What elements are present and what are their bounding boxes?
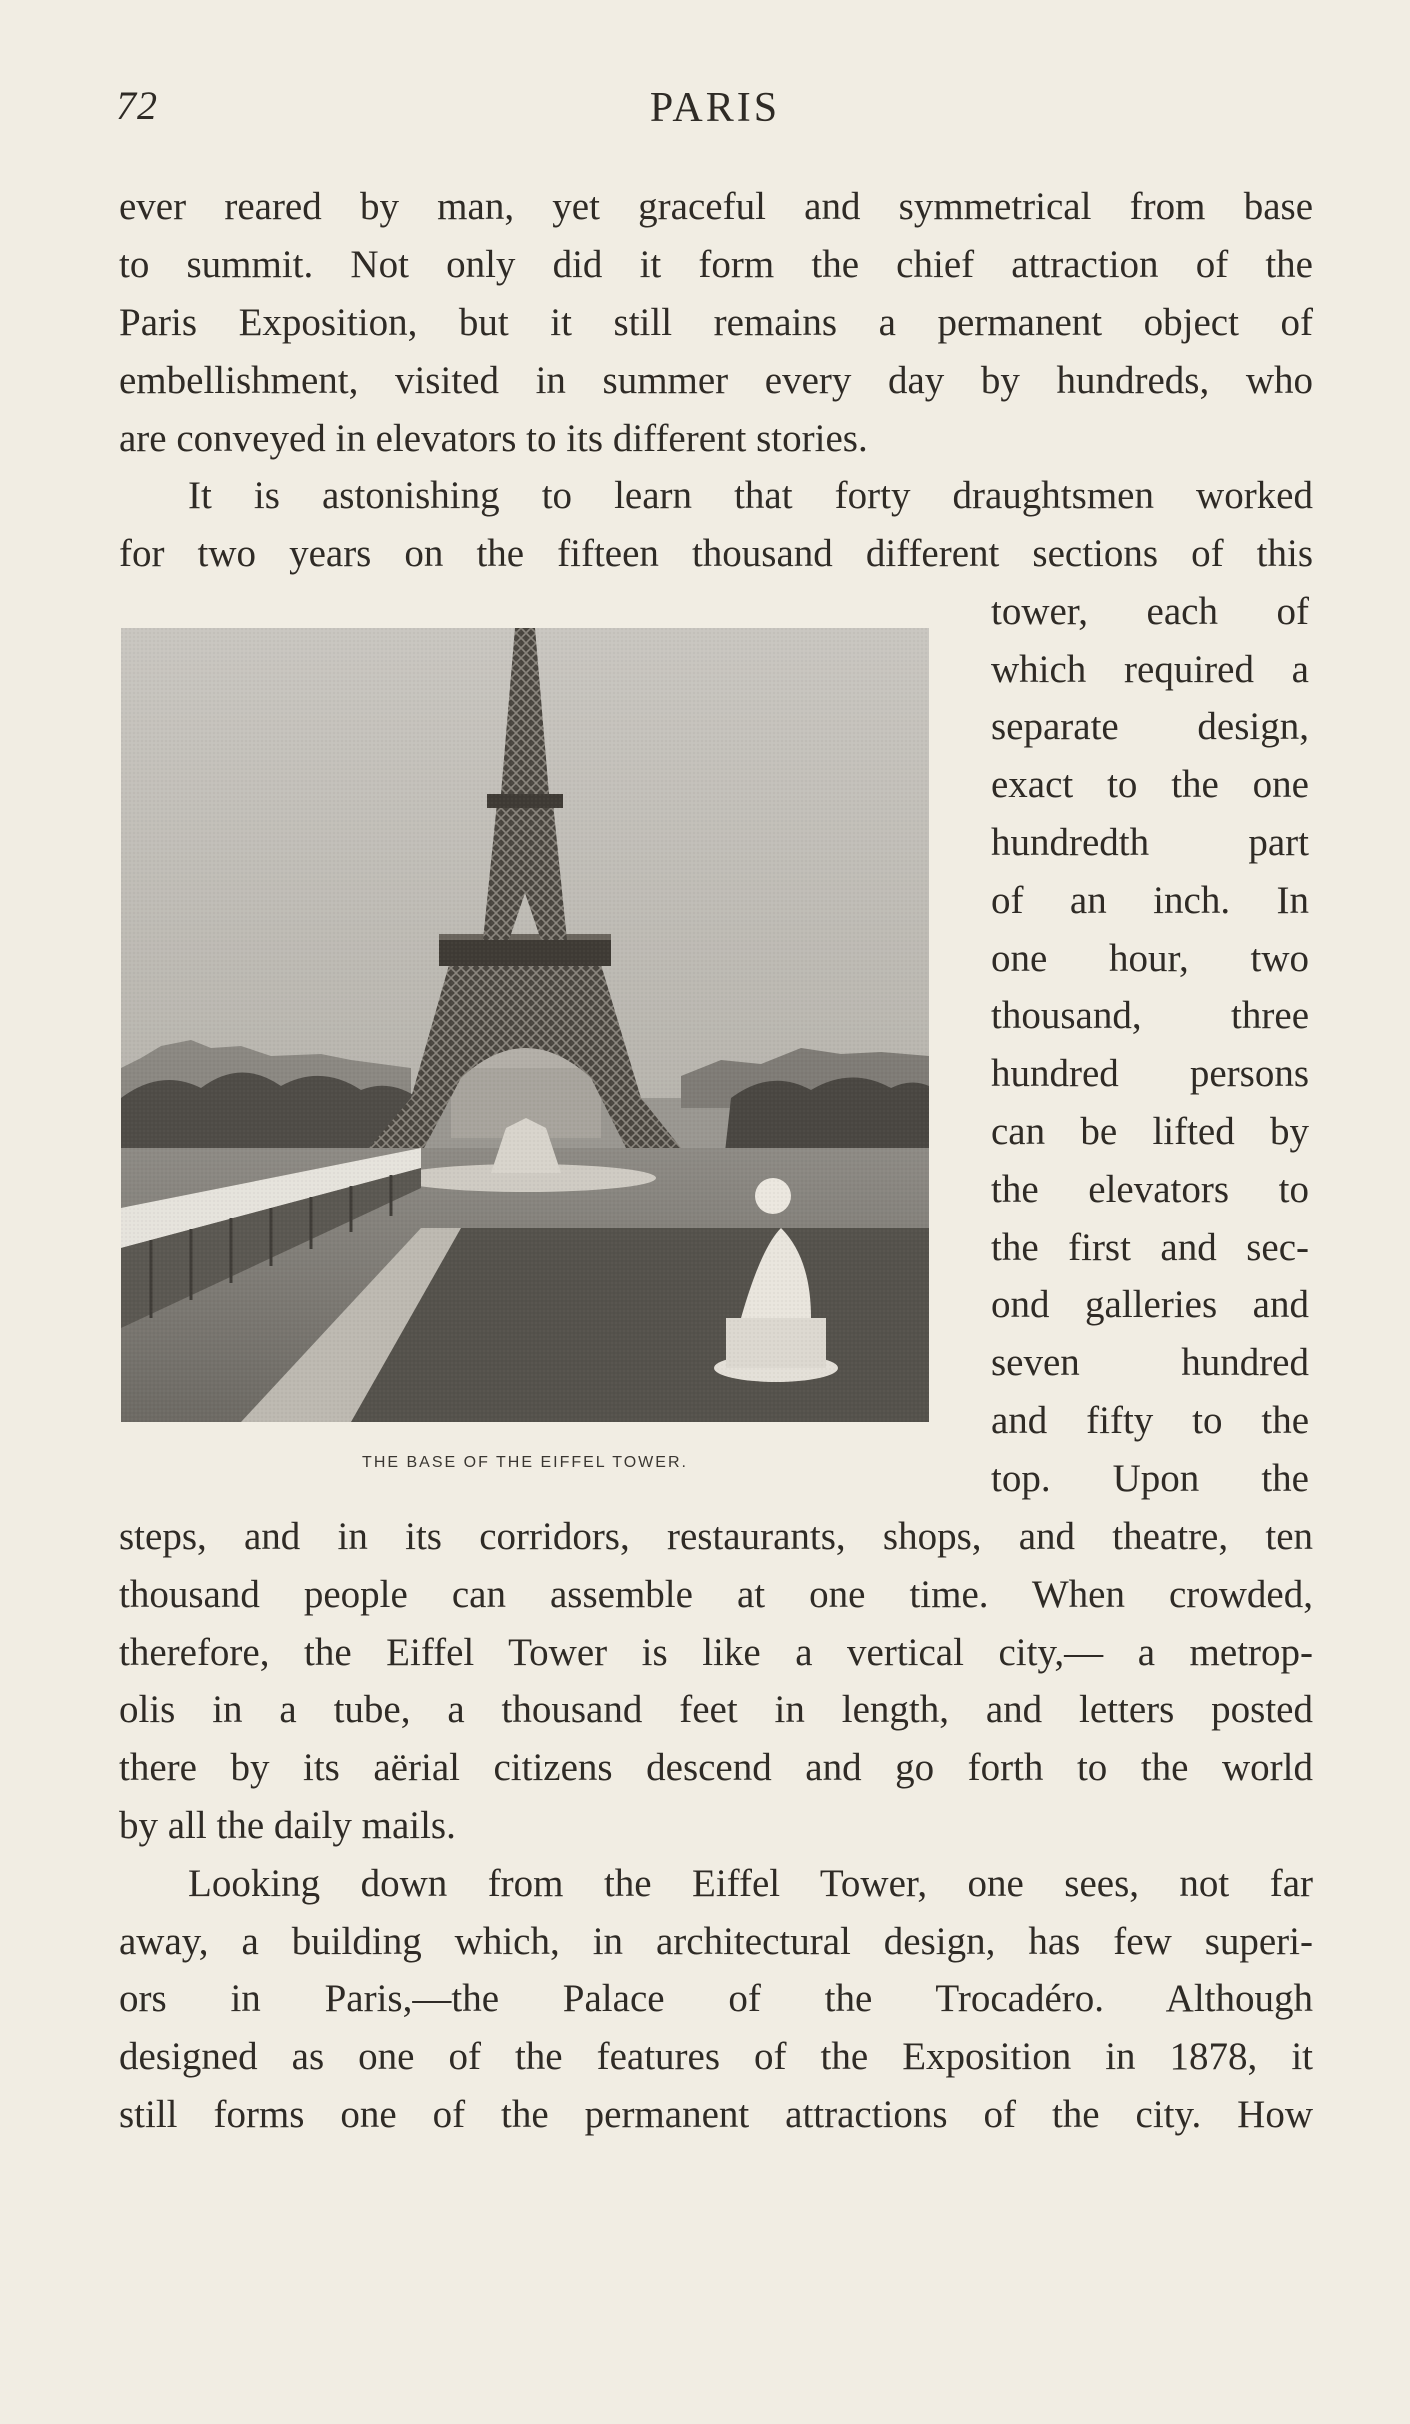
text-line: Paris Exposition, but it still remains a permanent object of xyxy=(119,301,1313,344)
side-text-line: separate design, xyxy=(991,705,1309,748)
side-text-line: the first and sec- xyxy=(991,1226,1309,1269)
text-line: designed as one of the features of the Exposition in 1878, it xyxy=(119,2035,1313,2078)
text-line: by all the daily mails. xyxy=(119,1804,456,1847)
side-text-line: can be lifted by xyxy=(991,1110,1309,1153)
text-line: embellishment, visited in summer every day by hundreds, who xyxy=(119,359,1313,402)
text-line: away, a building which, in architectural design, has few superi- xyxy=(119,1920,1313,1963)
side-text-line: top. Upon the xyxy=(991,1457,1309,1500)
text-line: are conveyed in elevators to its different stories. xyxy=(119,417,868,460)
text-line: It is astonishing to learn that forty draughtsmen worked xyxy=(188,474,1313,517)
text-line: ors in Paris,—the Palace of the Trocadéro. Although xyxy=(119,1977,1313,2020)
side-text-line: of an inch. In xyxy=(991,879,1309,922)
text-line: olis in a tube, a thousand feet in length, and letters posted xyxy=(119,1688,1313,1731)
side-text-line: tower, each of xyxy=(991,590,1309,633)
side-text-line: hundred persons xyxy=(991,1052,1309,1095)
side-text-line: which required a xyxy=(991,648,1309,691)
text-line: ever reared by man, yet graceful and symmetrical from base xyxy=(119,185,1313,228)
side-text-line: one hour, two xyxy=(991,937,1309,980)
page-number: 72 xyxy=(116,83,158,128)
side-text-line: thousand, three xyxy=(991,994,1309,1037)
figure-caption: THE BASE OF THE EIFFEL TOWER. xyxy=(362,1454,688,1471)
text-line: thousand people can assemble at one time. When crowded, xyxy=(119,1573,1313,1616)
side-text-line: and fifty to the xyxy=(991,1399,1309,1442)
text-line: Looking down from the Eiffel Tower, one sees, not far xyxy=(188,1862,1313,1905)
text-line: steps, and in its corridors, restaurants, shops, and theatre, ten xyxy=(119,1515,1313,1558)
side-text-line: ond galleries and xyxy=(991,1283,1309,1326)
eiffel-tower-photograph xyxy=(121,628,929,1422)
running-title: PARIS xyxy=(649,85,781,131)
text-line: for two years on the fifteen thousand different sections of this xyxy=(119,532,1313,575)
text-line: there by its aërial citizens descend and go forth to the world xyxy=(119,1746,1313,1789)
text-line: to summit. Not only did it form the chief attraction of the xyxy=(119,243,1313,286)
text-line: therefore, the Eiffel Tower is like a vertical city,— a metrop- xyxy=(119,1631,1313,1674)
text-line: still forms one of the permanent attractions of the city. How xyxy=(119,2093,1313,2136)
side-text-line: the elevators to xyxy=(991,1168,1309,1211)
side-text-line: seven hundred xyxy=(991,1341,1309,1384)
side-text-line: hundredth part xyxy=(991,821,1309,864)
side-text-line: exact to the one xyxy=(991,763,1309,806)
